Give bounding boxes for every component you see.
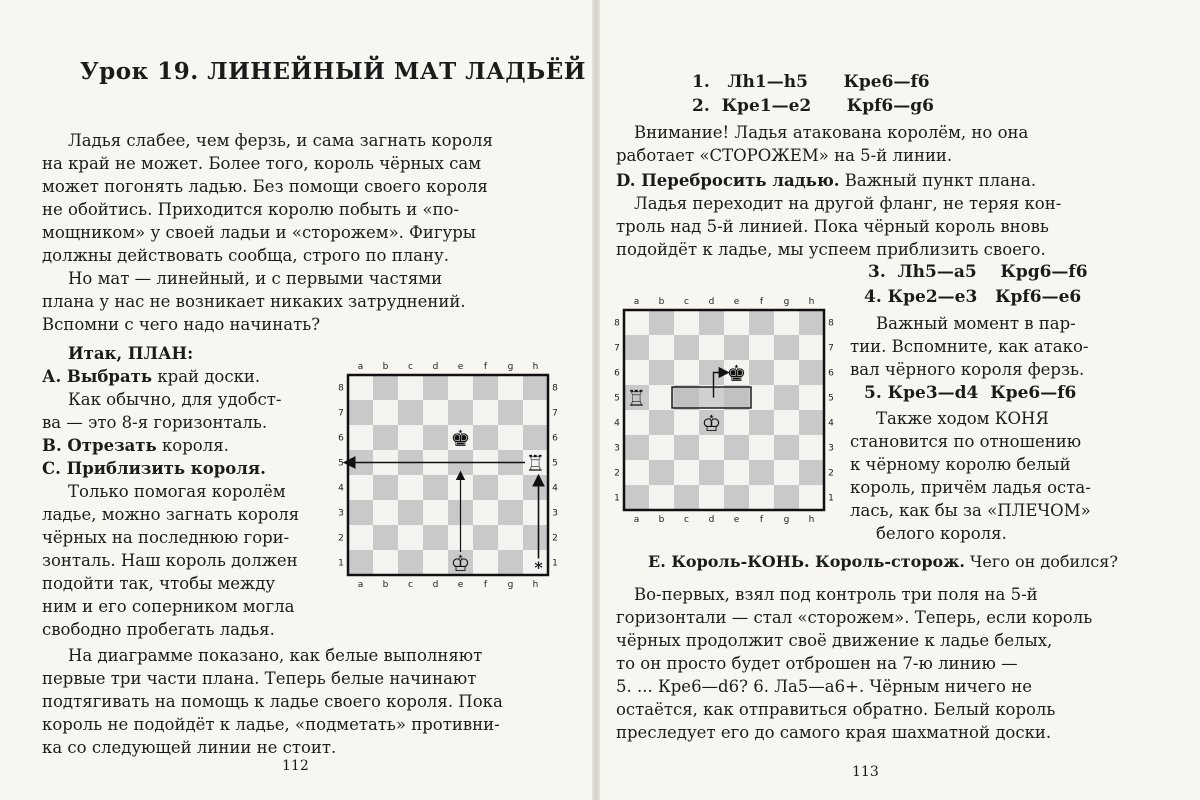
board-square bbox=[649, 385, 674, 410]
board-square bbox=[749, 460, 774, 485]
rank-label: 7 bbox=[338, 408, 344, 419]
text-line: король, причём ладья оста- bbox=[850, 478, 1091, 497]
board-square bbox=[473, 475, 498, 500]
board-square bbox=[774, 485, 799, 510]
rank-label: 7 bbox=[614, 343, 620, 354]
board-square bbox=[649, 410, 674, 435]
board-square bbox=[498, 550, 523, 575]
text-line: Важный момент в пар- bbox=[876, 314, 1076, 333]
board-square bbox=[749, 385, 774, 410]
text-line: мощником» у своей ладьи и «сторожем». Фигуры bbox=[42, 223, 476, 242]
board-square bbox=[749, 360, 774, 385]
text-line: Только помогая королём bbox=[68, 482, 286, 501]
guarded-squares-highlight bbox=[672, 387, 751, 408]
board-square bbox=[373, 550, 398, 575]
board-square bbox=[624, 410, 649, 435]
board-square bbox=[799, 435, 824, 460]
board-square bbox=[398, 525, 423, 550]
text-line: Внимание! Ладья атакована королём, но она bbox=[634, 123, 1029, 142]
black-king-icon: ♚ bbox=[726, 362, 747, 387]
rank-label: 7 bbox=[552, 408, 558, 419]
file-label: f bbox=[759, 297, 764, 307]
right-page bbox=[600, 0, 1200, 800]
board-square bbox=[498, 375, 523, 400]
text-line: тии. Вспомните, как атако- bbox=[850, 337, 1089, 356]
file-label: g bbox=[507, 362, 514, 372]
text-line: король не подойдёт к ладье, «подметать» противни- bbox=[42, 715, 500, 734]
rank-label: 4 bbox=[614, 418, 620, 429]
plan-note: ва — это 8-я горизонталь. bbox=[42, 413, 268, 432]
board-square bbox=[674, 335, 699, 360]
text-line: подтягивать на помощь к ладье своего короля. Пока bbox=[42, 692, 503, 711]
board-square bbox=[724, 435, 749, 460]
file-label: e bbox=[733, 297, 740, 307]
board-square bbox=[398, 425, 423, 450]
board-square bbox=[398, 550, 423, 575]
board-square bbox=[699, 485, 724, 510]
board-square bbox=[473, 525, 498, 550]
board-square bbox=[674, 410, 699, 435]
board-square bbox=[699, 460, 724, 485]
rank-label: 3 bbox=[552, 508, 558, 519]
board-square bbox=[523, 375, 548, 400]
rank-label: 2 bbox=[338, 533, 344, 544]
rank-label: 8 bbox=[552, 383, 558, 394]
text-line: к чёрному королю белый bbox=[850, 455, 1071, 474]
file-label: e bbox=[457, 580, 464, 590]
board-square bbox=[649, 485, 674, 510]
board-square bbox=[498, 525, 523, 550]
board-square bbox=[448, 375, 473, 400]
board-square bbox=[373, 400, 398, 425]
board-square bbox=[473, 400, 498, 425]
file-label: f bbox=[483, 362, 488, 372]
file-label: a bbox=[633, 297, 640, 307]
rank-label: 6 bbox=[828, 368, 834, 379]
file-label: h bbox=[532, 362, 539, 372]
file-label: d bbox=[708, 515, 715, 525]
rank-label: 6 bbox=[614, 368, 620, 379]
plan-item-a: А. Выбрать край доски. bbox=[42, 367, 261, 386]
rank-label: 5 bbox=[552, 458, 558, 469]
board-square bbox=[774, 460, 799, 485]
rank-label: 2 bbox=[828, 468, 834, 479]
plan-heading: Итак, ПЛАН: bbox=[68, 344, 194, 363]
rank-label: 2 bbox=[614, 468, 620, 479]
file-label: f bbox=[759, 515, 764, 525]
board-square bbox=[749, 310, 774, 335]
chess-diagram-1 bbox=[330, 355, 570, 595]
board-square bbox=[523, 500, 548, 525]
rank-label: 6 bbox=[338, 433, 344, 444]
text-line: не обойтись. Приходится королю побыть и «по- bbox=[42, 200, 460, 219]
file-label: c bbox=[684, 515, 689, 525]
board-square bbox=[624, 360, 649, 385]
file-label: d bbox=[708, 297, 715, 307]
board-square bbox=[523, 525, 548, 550]
text-line: горизонтали — стал «сторожем». Теперь, если король bbox=[616, 608, 1093, 627]
file-label: b bbox=[658, 297, 665, 307]
board-square bbox=[774, 385, 799, 410]
board-square bbox=[498, 400, 523, 425]
board-square bbox=[749, 435, 774, 460]
text-line: то он просто будет отброшен на 7-ю линию — bbox=[616, 654, 1018, 673]
rank-label: 3 bbox=[338, 508, 344, 519]
rank-label: 5 bbox=[614, 393, 620, 404]
rank-label: 1 bbox=[338, 558, 344, 569]
chess-diagram-2 bbox=[606, 290, 846, 530]
board-square bbox=[624, 435, 649, 460]
board-square bbox=[398, 475, 423, 500]
board-square bbox=[423, 500, 448, 525]
text-line: ка со следующей линии не стоит. bbox=[42, 738, 337, 757]
board-square bbox=[523, 400, 548, 425]
plan-note: Как обычно, для удобст- bbox=[68, 390, 282, 409]
board-square bbox=[674, 485, 699, 510]
board-square bbox=[423, 400, 448, 425]
black-king-icon: ♚ bbox=[450, 427, 471, 452]
file-label: e bbox=[733, 515, 740, 525]
board-square bbox=[423, 375, 448, 400]
board-square bbox=[348, 550, 373, 575]
file-label: d bbox=[432, 362, 439, 372]
text-line: На диаграмме показано, как белые выполняют bbox=[68, 646, 483, 665]
rook-origin-marker: * bbox=[534, 558, 543, 577]
text-line: зонталь. Наш король должен bbox=[42, 551, 298, 570]
board-square bbox=[799, 360, 824, 385]
text-line: ним и его соперником могла bbox=[42, 597, 295, 616]
file-label: g bbox=[783, 515, 790, 525]
board-square bbox=[799, 335, 824, 360]
board-square bbox=[749, 485, 774, 510]
board-square bbox=[348, 375, 373, 400]
white-king-icon: ♔ bbox=[701, 412, 722, 437]
board-square bbox=[523, 425, 548, 450]
move-line-2: 2. Крe1—e2 Крf6—g6 bbox=[692, 96, 934, 116]
board-square bbox=[799, 310, 824, 335]
board-square bbox=[799, 385, 824, 410]
board-square bbox=[799, 410, 824, 435]
board-square bbox=[348, 500, 373, 525]
plan-item-d: D. Перебросить ладью. Важный пункт плана. bbox=[616, 171, 1037, 190]
board-square bbox=[799, 485, 824, 510]
board-square bbox=[724, 310, 749, 335]
board-square bbox=[749, 410, 774, 435]
board-square bbox=[624, 335, 649, 360]
text-line: чёрных продолжит своё движение к ладье белых, bbox=[616, 631, 1053, 650]
board-square bbox=[649, 335, 674, 360]
board-square bbox=[348, 400, 373, 425]
text-line: вал чёрного короля ферзь. bbox=[850, 360, 1085, 379]
board-square bbox=[398, 375, 423, 400]
left-page bbox=[0, 0, 592, 800]
rank-label: 5 bbox=[338, 458, 344, 469]
rank-label: 8 bbox=[828, 318, 834, 329]
rank-label: 2 bbox=[552, 533, 558, 544]
board-square bbox=[373, 500, 398, 525]
board-square bbox=[674, 310, 699, 335]
file-label: f bbox=[483, 580, 488, 590]
board-square bbox=[774, 310, 799, 335]
board-square bbox=[398, 500, 423, 525]
board-square bbox=[624, 310, 649, 335]
file-label: a bbox=[633, 515, 640, 525]
board-square bbox=[774, 335, 799, 360]
chess-board-2 bbox=[606, 290, 846, 530]
file-label: h bbox=[532, 580, 539, 590]
board-square bbox=[423, 425, 448, 450]
text-line: должны действовать сообща, строго по плану. bbox=[42, 246, 449, 265]
page-number: 113 bbox=[852, 764, 879, 780]
chess-board-1 bbox=[330, 355, 570, 595]
board-square bbox=[348, 425, 373, 450]
board-square bbox=[498, 475, 523, 500]
move-line-1: 1. Лh1—h5 Крe6—f6 bbox=[692, 72, 930, 92]
board-square bbox=[523, 475, 548, 500]
text-line: работает «СТОРОЖЕМ» на 5-й линии. bbox=[616, 146, 953, 165]
move-line-3: 3. Лh5—a5 Крg6—f6 bbox=[868, 262, 1088, 282]
text-line: белого короля. bbox=[876, 524, 1007, 543]
rank-label: 5 bbox=[828, 393, 834, 404]
book-spine bbox=[592, 0, 600, 800]
file-label: a bbox=[357, 580, 364, 590]
white-rook-icon: ♖ bbox=[525, 452, 546, 477]
text-line: остаётся, как отправиться обратно. Белый король bbox=[616, 700, 1056, 719]
board-square bbox=[724, 485, 749, 510]
file-label: b bbox=[658, 515, 665, 525]
file-label: a bbox=[357, 362, 364, 372]
file-label: h bbox=[808, 297, 815, 307]
board-square bbox=[799, 460, 824, 485]
rank-label: 3 bbox=[828, 443, 834, 454]
rank-label: 7 bbox=[828, 343, 834, 354]
white-rook-icon: ♖ bbox=[626, 387, 647, 412]
board-square bbox=[649, 310, 674, 335]
lesson-title: Урок 19. ЛИНЕЙНЫЙ МАТ ЛАДЬЁЙ bbox=[80, 58, 586, 85]
board-square bbox=[774, 360, 799, 385]
board-square bbox=[448, 400, 473, 425]
board-square bbox=[373, 425, 398, 450]
file-label: c bbox=[408, 580, 413, 590]
board-square bbox=[649, 435, 674, 460]
text-line: первые три части плана. Теперь белые начинают bbox=[42, 669, 477, 688]
board-square bbox=[348, 475, 373, 500]
text-line: Во-первых, взял под контроль три поля на 5-й bbox=[634, 585, 1038, 604]
board-square bbox=[373, 525, 398, 550]
text-line: Ладья переходит на другой фланг, не теряя кон- bbox=[634, 194, 1062, 213]
board-square bbox=[473, 375, 498, 400]
board-square bbox=[699, 310, 724, 335]
board-square bbox=[423, 475, 448, 500]
file-label: b bbox=[382, 580, 389, 590]
text-line: 5. ... Крe6—d6? 6. Лa5—a6+. Чёрным ничего не bbox=[616, 677, 1032, 696]
text-line: плана у нас не возникает никаких затруднений. bbox=[42, 292, 466, 311]
text-line: троль над 5-й линией. Пока чёрный король вновь bbox=[616, 217, 1049, 236]
rank-label: 4 bbox=[828, 418, 834, 429]
file-label: g bbox=[783, 297, 790, 307]
board-square bbox=[348, 525, 373, 550]
rank-label: 4 bbox=[552, 483, 558, 494]
move-line-5: 5. Крe3—d4 Крe6—f6 bbox=[864, 383, 1077, 403]
board-square bbox=[724, 460, 749, 485]
rank-label: 8 bbox=[614, 318, 620, 329]
text-line: ладье, можно загнать короля bbox=[42, 505, 300, 524]
board-square bbox=[774, 410, 799, 435]
file-label: b bbox=[382, 362, 389, 372]
file-label: g bbox=[507, 580, 514, 590]
board-square bbox=[624, 485, 649, 510]
plan-item-b: В. Отрезать короля. bbox=[42, 436, 229, 455]
rank-label: 3 bbox=[614, 443, 620, 454]
text-line: на край не может. Более того, король чёрных сам bbox=[42, 154, 482, 173]
page-number: 112 bbox=[282, 758, 309, 774]
text-line: свободно пробегать ладья. bbox=[42, 620, 275, 639]
board-square bbox=[498, 425, 523, 450]
board-square bbox=[749, 335, 774, 360]
file-label: h bbox=[808, 515, 815, 525]
board-square bbox=[398, 400, 423, 425]
board-square bbox=[473, 425, 498, 450]
board-square bbox=[674, 435, 699, 460]
text-line: становится по отношению bbox=[850, 432, 1082, 451]
plan-item-e: Е. Король-КОНЬ. Король-сторож. Чего он добился? bbox=[648, 552, 1118, 571]
board-square bbox=[674, 360, 699, 385]
board-square bbox=[724, 410, 749, 435]
text-line: может погонять ладью. Без помощи своего короля bbox=[42, 177, 488, 196]
board-square bbox=[649, 360, 674, 385]
text-line: Но мат — линейный, и с первыми частями bbox=[68, 269, 443, 288]
rank-label: 6 bbox=[552, 433, 558, 444]
rank-label: 1 bbox=[552, 558, 558, 569]
board-square bbox=[649, 460, 674, 485]
plan-item-c: С. Приблизить короля. bbox=[42, 459, 266, 478]
text-line: Также ходом КОНЯ bbox=[876, 409, 1049, 428]
board-square bbox=[373, 475, 398, 500]
text-line: Ладья слабее, чем ферзь, и сама загнать короля bbox=[68, 131, 493, 150]
move-line-4: 4. Крe2—e3 Крf6—e6 bbox=[864, 287, 1082, 307]
board-square bbox=[699, 435, 724, 460]
text-line: подойдёт к ладье, мы успеем приблизить своего. bbox=[616, 240, 1046, 259]
file-label: c bbox=[684, 297, 689, 307]
file-label: c bbox=[408, 362, 413, 372]
text-line: чёрных на последнюю гори- bbox=[42, 528, 290, 547]
board-square bbox=[423, 525, 448, 550]
file-label: d bbox=[432, 580, 439, 590]
rank-label: 8 bbox=[338, 383, 344, 394]
board-square bbox=[473, 500, 498, 525]
board-square bbox=[423, 550, 448, 575]
rank-label: 4 bbox=[338, 483, 344, 494]
board-square bbox=[674, 460, 699, 485]
rank-label: 1 bbox=[614, 493, 620, 504]
text-line: преследует его до самого края шахматной доски. bbox=[616, 723, 1052, 742]
board-square bbox=[724, 335, 749, 360]
file-label: e bbox=[457, 362, 464, 372]
white-king-icon: ♔ bbox=[450, 552, 471, 577]
text-line: подойти так, чтобы между bbox=[42, 574, 276, 593]
board-square bbox=[699, 335, 724, 360]
board-square bbox=[624, 460, 649, 485]
rank-label: 1 bbox=[828, 493, 834, 504]
board-square bbox=[498, 500, 523, 525]
text-line: Вспомни с чего надо начинать? bbox=[42, 315, 321, 334]
text-line: лась, как бы за «ПЛЕЧОМ» bbox=[850, 501, 1091, 520]
board-square bbox=[473, 550, 498, 575]
board-square bbox=[774, 435, 799, 460]
board-square bbox=[373, 375, 398, 400]
